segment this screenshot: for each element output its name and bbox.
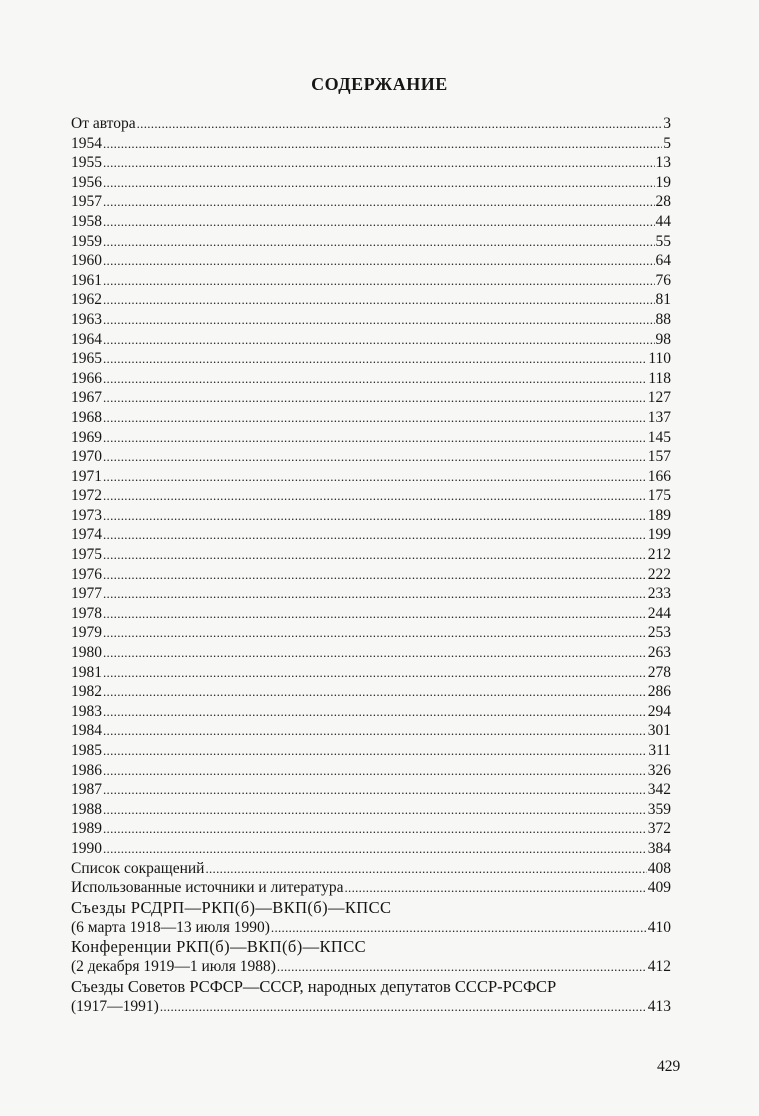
toc-entry: [71, 486, 671, 506]
dot-leader: [103, 290, 655, 310]
dot-leader: [103, 741, 647, 761]
toc-entry-page: 278: [647, 663, 671, 681]
dot-leader: [137, 114, 663, 134]
toc-entry-page: 81: [655, 291, 671, 309]
toc-entry: [71, 721, 671, 741]
toc-entry: [71, 682, 671, 702]
toc-entry-label: 1976: [71, 565, 102, 583]
dot-leader: [103, 467, 647, 487]
toc-entry: [71, 310, 671, 330]
toc-multiline-entry: [71, 898, 671, 938]
toc-entry-page: 64: [655, 252, 671, 270]
toc-entry-label: 1961: [71, 271, 102, 289]
toc-entry-label: 1981: [71, 663, 102, 681]
toc-entry-page: 311: [648, 742, 671, 759]
toc-entry: [71, 232, 671, 252]
toc-entry-page: 13: [655, 154, 671, 172]
toc-entry-page: 145: [647, 428, 671, 446]
toc-entry-label: 1978: [71, 604, 102, 622]
toc-entry-page: 412: [647, 958, 671, 976]
toc-entry-label: 1985: [71, 742, 102, 759]
toc-entry: [71, 408, 671, 428]
dot-leader: [103, 506, 647, 526]
toc-entry: [71, 388, 671, 408]
dot-leader: [271, 918, 647, 938]
toc-entry-label: 1989: [71, 820, 102, 838]
toc-entry: [71, 604, 671, 624]
dot-leader: [103, 369, 647, 389]
toc-entry: [71, 525, 671, 545]
toc-entry: [71, 251, 671, 271]
toc-entry-label: 1967: [71, 389, 102, 407]
toc-entry-label: 1974: [71, 526, 102, 544]
toc-entry: [71, 467, 671, 487]
toc-entry: [71, 271, 671, 291]
toc-entry: [71, 192, 671, 212]
dot-leader: [103, 428, 647, 448]
toc-entry-page: 384: [647, 839, 671, 857]
toc-entry: [71, 290, 671, 310]
toc-entry-label: 1984: [71, 722, 102, 740]
toc-entry-page: 76: [655, 271, 671, 289]
toc-entry-page: 244: [647, 604, 671, 622]
toc-entry: [71, 330, 671, 350]
toc-entry-label: 1968: [71, 408, 102, 426]
toc-entry-sublabel: (1917—1991): [71, 997, 159, 1015]
toc-entry-label: 1962: [71, 291, 102, 309]
toc-entry: [71, 153, 671, 173]
dot-leader: [103, 565, 647, 585]
toc-entry-continuation: [71, 997, 671, 1017]
toc-entry-label: 1971: [71, 467, 102, 485]
toc-entry: [71, 545, 671, 565]
toc-entry: [71, 173, 671, 193]
toc-entry-label: 1969: [71, 428, 102, 446]
page-title: СОДЕРЖАНИЕ: [311, 74, 448, 94]
toc-entry: [71, 506, 671, 526]
dot-leader: [103, 134, 662, 154]
toc-entry-page: 286: [647, 683, 671, 701]
toc-entry-page: 372: [647, 820, 671, 838]
dot-leader: [103, 330, 655, 350]
toc-entry-label: Конференции РКП(б)—ВКП(б)—КПСС: [71, 937, 367, 957]
toc-entry: [71, 134, 671, 154]
dot-leader: [205, 859, 646, 879]
toc-entry-label: 1983: [71, 702, 102, 720]
toc-entry-label: 1954: [71, 134, 102, 152]
dot-leader: [103, 800, 647, 820]
toc-entry: [71, 447, 671, 467]
toc-entry-label: 1988: [71, 800, 102, 818]
toc-multiline-entry: [71, 977, 671, 1017]
toc-entry-label: 1987: [71, 781, 102, 799]
dot-leader: [103, 173, 655, 193]
toc-entry-label: 1959: [71, 232, 102, 250]
dot-leader: [103, 447, 647, 467]
dot-leader: [103, 232, 655, 252]
toc-entry-sublabel: (6 марта 1918—13 июля 1990): [71, 918, 270, 936]
toc-entry-page: 3: [663, 115, 671, 132]
dot-leader: [103, 780, 647, 800]
dot-leader: [103, 153, 655, 173]
toc-entry-label: 1990: [71, 839, 102, 857]
toc-entry-label: 1963: [71, 310, 102, 328]
toc-entry-page: 342: [647, 781, 671, 799]
toc-entry-page: 175: [647, 487, 671, 505]
toc-entry-label: 1970: [71, 448, 102, 466]
dot-leader: [103, 623, 647, 643]
dot-leader: [103, 604, 647, 624]
toc-entry-page: 301: [647, 722, 671, 740]
table-of-contents: [71, 114, 671, 1017]
toc-entry-page: 157: [647, 448, 671, 466]
toc-entry-continuation: [71, 918, 671, 938]
dot-leader: [103, 310, 655, 330]
page-number: 429: [657, 1058, 681, 1075]
dot-leader: [103, 486, 647, 506]
toc-entry: [71, 369, 671, 389]
toc-entry-page: 19: [655, 173, 671, 191]
toc-entry-label: 1980: [71, 644, 102, 662]
dot-leader: [103, 408, 647, 428]
toc-entry-label: От автора: [71, 115, 136, 132]
dot-leader: [103, 839, 647, 859]
toc-entry: [71, 584, 671, 604]
toc-entry: [71, 623, 671, 643]
dot-leader: [103, 349, 647, 369]
toc-entry-page: 359: [647, 800, 671, 818]
toc-entry: [71, 780, 671, 800]
toc-entry-page: 326: [647, 761, 671, 779]
toc-entry: [71, 349, 671, 369]
toc-entry-label: 1964: [71, 330, 102, 348]
dot-leader: [103, 525, 647, 545]
toc-entry: [71, 859, 671, 879]
toc-entry-label: 1975: [71, 546, 102, 564]
dot-leader: [103, 663, 647, 683]
toc-entry: [71, 761, 671, 781]
toc-entry-label: 1956: [71, 173, 102, 191]
dot-leader: [103, 761, 647, 781]
toc-entry-page: 222: [647, 565, 671, 583]
dot-leader: [103, 545, 647, 565]
toc-entry-page: 189: [647, 506, 671, 524]
toc-entry: [71, 212, 671, 232]
toc-entry-page: 88: [655, 310, 671, 328]
toc-entry-page: 127: [647, 389, 671, 407]
toc-entry: [71, 741, 671, 761]
toc-entry: [71, 663, 671, 683]
dot-leader: [103, 643, 647, 663]
toc-entry-page: 410: [647, 918, 671, 936]
toc-entry-label: 1957: [71, 193, 102, 211]
toc-entry-label: 1977: [71, 585, 102, 603]
toc-multiline-entry: [71, 937, 671, 977]
dot-leader: [103, 251, 655, 271]
toc-entry-sublabel: (2 декабря 1919—1 июля 1988): [71, 958, 276, 976]
toc-entry-page: 5: [663, 134, 671, 152]
dot-leader: [103, 212, 655, 232]
dot-leader: [344, 878, 646, 898]
toc-entry-label: Использованные источники и литература: [71, 879, 344, 897]
toc-entry-label: 1966: [71, 369, 102, 387]
toc-entry-page: 233: [647, 585, 671, 603]
dot-leader: [277, 957, 647, 977]
toc-entry-page: 409: [647, 879, 671, 897]
toc-entry-label: 1973: [71, 506, 102, 524]
dot-leader: [103, 388, 647, 408]
toc-entry-page: 166: [647, 467, 671, 485]
toc-entry-label: 1955: [71, 154, 102, 172]
toc-entry: [71, 565, 671, 585]
toc-entry-page: 294: [647, 702, 671, 720]
toc-entry-page: 408: [647, 859, 671, 877]
toc-entry-page: 137: [647, 408, 671, 426]
dot-leader: [103, 819, 647, 839]
dot-leader: [103, 682, 647, 702]
toc-entry-page: 263: [647, 644, 671, 662]
toc-entry-page: 110: [648, 350, 671, 368]
toc-entry-label: Съезды Советов РСФСР—СССР, народных депутатов СССР-РСФСР: [71, 976, 557, 996]
toc-entry-label: 1972: [71, 487, 102, 505]
dot-leader: [103, 192, 655, 212]
toc-entry: [71, 839, 671, 859]
toc-entry: [71, 702, 671, 722]
toc-entry-label: 1979: [71, 624, 102, 642]
toc-entry-page: 253: [647, 624, 671, 642]
dot-leader: [103, 271, 655, 291]
toc-entry: [71, 878, 671, 898]
dot-leader: [160, 997, 647, 1017]
toc-entry-label: Съезды РСДРП—РКП(б)—ВКП(б)—КПСС: [71, 897, 392, 917]
dot-leader: [103, 702, 647, 722]
toc-entry-page: 55: [655, 232, 671, 250]
toc-entry-label: 1965: [71, 350, 102, 368]
toc-entry-page: 118: [648, 369, 671, 387]
dot-leader: [103, 721, 647, 741]
toc-entry-page: 413: [647, 997, 671, 1015]
toc-entry-page: 28: [655, 193, 671, 211]
toc-entry-page: 199: [647, 526, 671, 544]
toc-entry: [71, 114, 671, 134]
toc-entry: [71, 819, 671, 839]
toc-entry: [71, 800, 671, 820]
toc-entry: [71, 428, 671, 448]
toc-entry-page: 212: [647, 546, 671, 564]
toc-entry-continuation: [71, 957, 671, 977]
toc-entry-label: 1986: [71, 761, 102, 779]
toc-entry-label: 1982: [71, 683, 102, 701]
toc-entry: [71, 643, 671, 663]
toc-entry-page: 98: [655, 330, 671, 348]
dot-leader: [103, 584, 647, 604]
toc-entry-label: 1960: [71, 252, 102, 270]
toc-entry-label: 1958: [71, 212, 102, 230]
toc-entry-label: Список сокращений: [71, 859, 205, 877]
toc-entry-page: 44: [655, 212, 671, 230]
